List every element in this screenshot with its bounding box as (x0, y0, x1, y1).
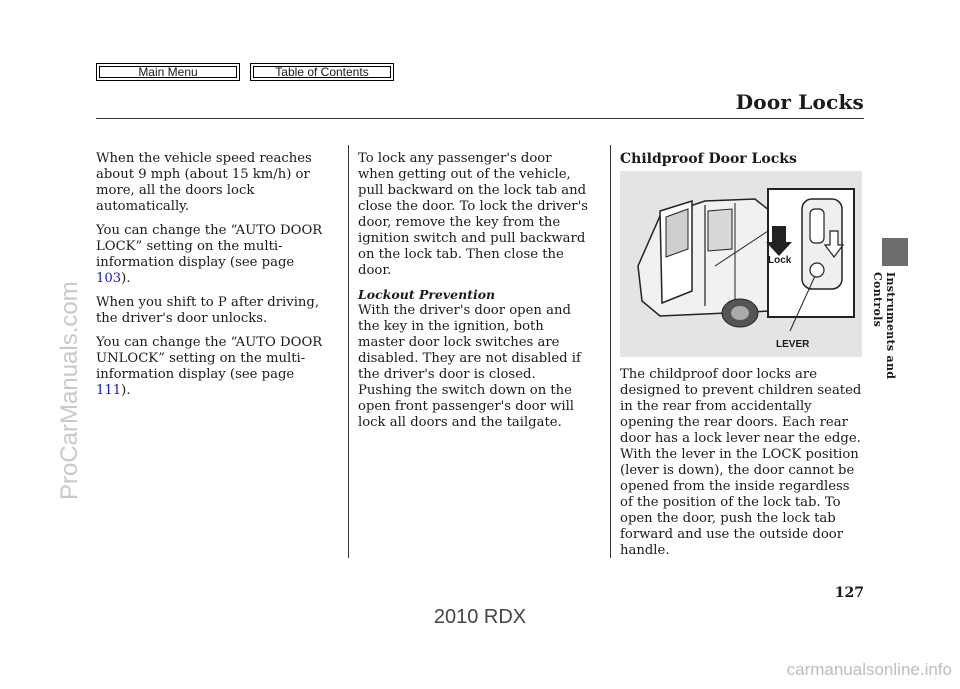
footer-model: 2010 RDX (433, 606, 527, 628)
column-2 (358, 151, 590, 439)
main-menu-button[interactable] (96, 63, 240, 81)
paragraph (96, 223, 328, 287)
paragraph-text: You can change the “AUTO DOOR UNLOCK” setting on the multi-information display (see page (96, 335, 323, 382)
paragraph: When the vehicle speed reaches about 9 mph (about 15 km/h) or more, all the doors lock automatically. (96, 151, 312, 214)
section-tab-label: Instruments and Controls (871, 272, 897, 380)
column-divider (610, 145, 611, 558)
paragraph (96, 335, 328, 399)
lock-label: Lock (768, 255, 792, 266)
page-number: 127 (834, 585, 864, 601)
lever-label: LEVER (776, 339, 810, 350)
table-of-contents-button[interactable] (250, 63, 394, 81)
main-menu-label: Main Menu (138, 65, 198, 79)
subheading-lockout-prevention: Lockout Prevention (358, 287, 496, 302)
paragraph: With the driver's door open and the key in the ignition, both master door lock switches are disabled. They are not disabled if the driver's door is closed. Pushing the switch down on the open front passenger's door will lock all doors and the tailgate. (358, 303, 581, 430)
paragraph-text: You can change the “AUTO DOOR LOCK” setting on the multi-information display (see page (96, 223, 323, 270)
section-title-childproof: Childproof Door Locks (620, 151, 797, 167)
childproof-lock-illustration (620, 171, 862, 357)
paragraph-text: ). (121, 383, 131, 398)
column-1 (96, 151, 328, 407)
page-title: Door Locks (735, 90, 864, 114)
column-divider (348, 145, 349, 558)
column-3 (620, 151, 862, 567)
table-of-contents-label: Table of Contents (275, 65, 369, 79)
footer-site: carmanualsonline.info (786, 660, 952, 679)
paragraph: To lock any passenger's door when getting out of the vehicle, pull backward on the lock tab and close the door. To lock the driver's door, remove the key from the ignition switch and pull backward on the lock tab. Then close the door. (358, 151, 588, 278)
watermark: ProCarManuals.com (56, 281, 83, 500)
page-link-111[interactable]: 111 (96, 383, 122, 398)
section-tab-marker (882, 238, 908, 266)
header-divider (96, 118, 864, 119)
paragraph: When you shift to P after driving, the driver's door unlocks. (96, 295, 320, 326)
page-link-103[interactable]: 103 (96, 271, 122, 286)
car-door-drawing (620, 171, 862, 357)
paragraph: The childproof door locks are designed to prevent children seated in the rear from accidentally opening the rear doors. Each rear door has a lock lever near the edge. With the lever in the LOCK position (lever is down), the door cannot be opened from the inside regardless of the position of the lock tab. To open the door, push the lock tab forward and use the outside door handle. (620, 367, 862, 558)
paragraph-text: ). (121, 271, 131, 286)
